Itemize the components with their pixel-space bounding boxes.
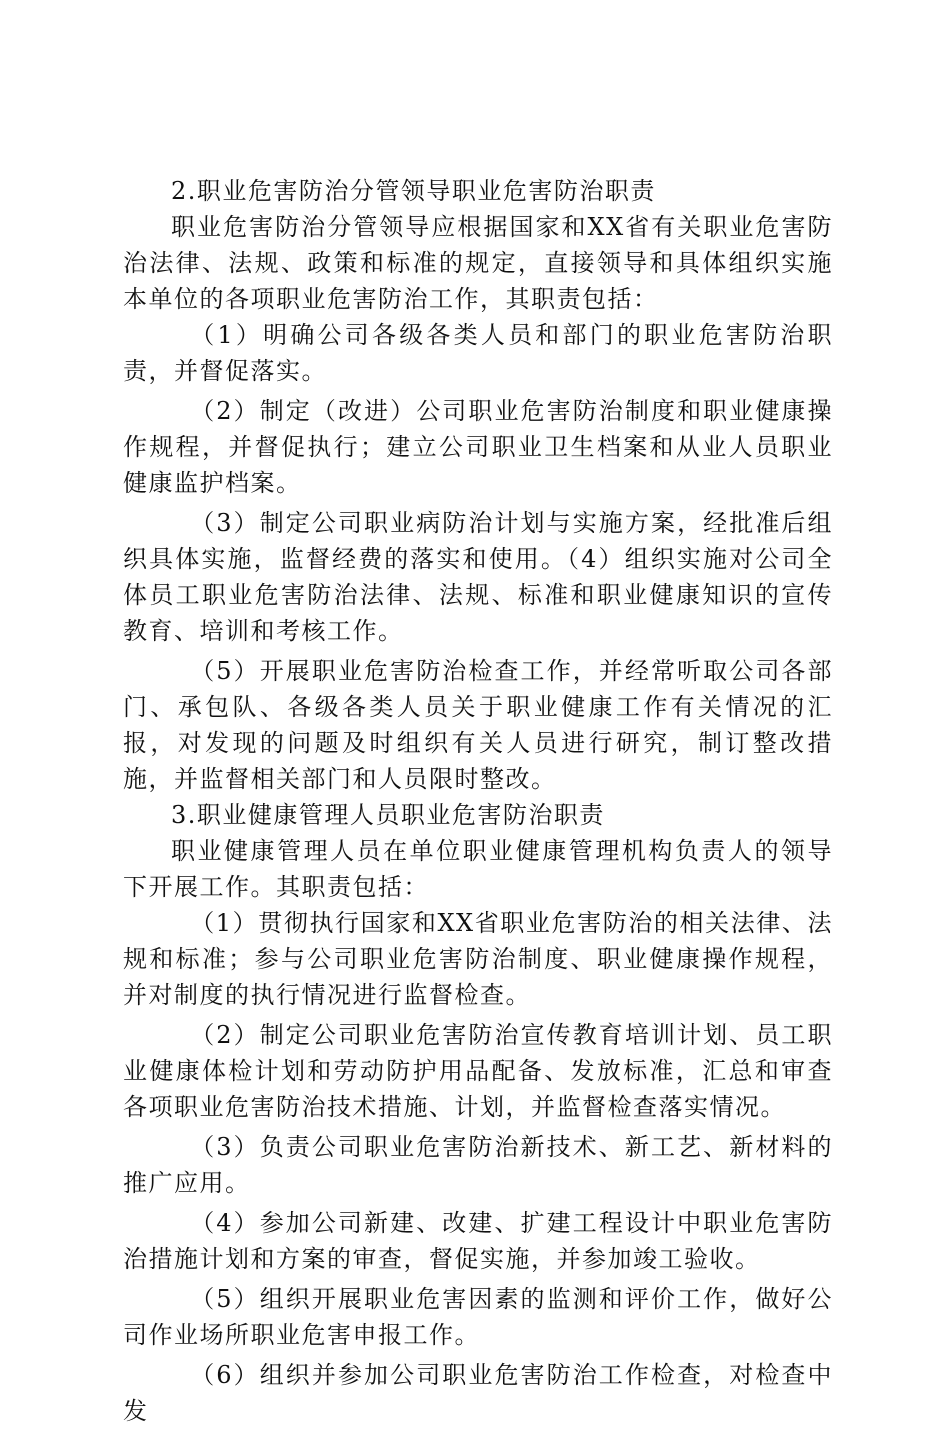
list-item: （2）制定（改进）公司职业危害防治制度和职业健康操作规程，并督促执行；建立公司职业卫生档案和从业人员职业健康监护档案。 bbox=[123, 397, 833, 497]
section-intro: 职业危害防治分管领导应根据国家和XX省有关职业危害防治法律、法规、政策和标准的规定，直接领导和具体组织实施本单位的各项职业危害防治工作，其职责包括： bbox=[123, 213, 833, 313]
section-intro: 职业健康管理人员在单位职业健康管理机构负责人的领导下开展工作。其职责包括： bbox=[123, 837, 833, 901]
list-item: （5）开展职业危害防治检查工作，并经常听取公司各部门、承包队、各级各类人员关于职业健康工作有关情况的汇报，对发现的问题及时组织有关人员进行研究，制订整改措施，并监督相关部门和人员限时整改。 bbox=[123, 657, 833, 793]
list-item: （6）组织并参加公司职业危害防治工作检查，对检查中发 bbox=[123, 1361, 833, 1425]
list-item: （1）贯彻执行国家和XX省职业危害防治的相关法律、法规和标准；参与公司职业危害防治制度、职业健康操作规程，并对制度的执行情况进行监督检查。 bbox=[123, 909, 833, 1009]
list-item: （3）负责公司职业危害防治新技术、新工艺、新材料的推广应用。 bbox=[123, 1133, 833, 1197]
list-item: （2）制定公司职业危害防治宣传教育培训计划、员工职业健康体检计划和劳动防护用品配备、发放标准，汇总和审查各项职业危害防治技术措施、计划，并监督检查落实情况。 bbox=[123, 1021, 833, 1121]
list-item: （3）制定公司职业病防治计划与实施方案，经批准后组织具体实施，监督经费的落实和使用。（4）组织实施对公司全体员工职业危害防治法律、法规、标准和职业健康知识的宣传教育、培训和考核工作。 bbox=[123, 509, 833, 645]
list-item: （1）明确公司各级各类人员和部门的职业危害防治职责，并督促落实。 bbox=[123, 321, 833, 385]
list-item: （4）参加公司新建、改建、扩建工程设计中职业危害防治措施计划和方案的审查，督促实施，并参加竣工验收。 bbox=[123, 1209, 833, 1273]
document-body bbox=[123, 173, 833, 1429]
section-heading: 3.职业健康管理人员职业危害防治职责 bbox=[171, 801, 605, 829]
list-item: （5）组织开展职业危害因素的监测和评价工作，做好公司作业场所职业危害申报工作。 bbox=[123, 1285, 833, 1349]
section-heading: 2.职业危害防治分管领导职业危害防治职责 bbox=[171, 177, 656, 205]
